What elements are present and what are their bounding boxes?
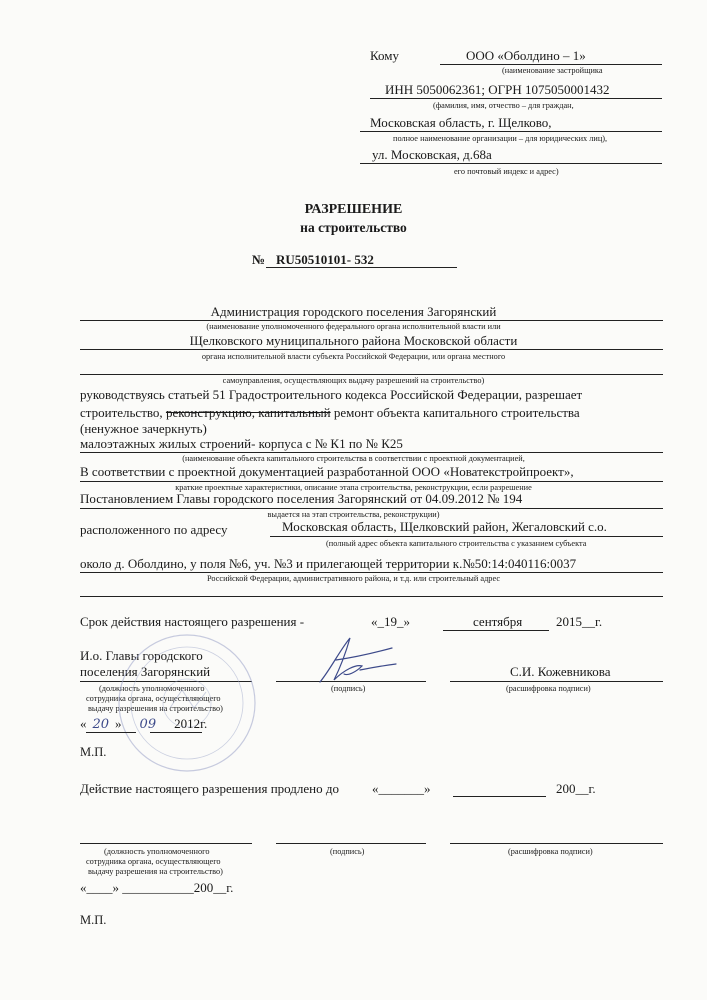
authority-underline2 [80,349,663,350]
company-name: ООО «Оболдино – 1» [466,48,586,63]
validity-label: Срок действия настоящего разрешения - [80,614,305,629]
validity-month: сентября [473,614,523,629]
sign-date-open: « [80,716,87,731]
address2: ул. Московская, д.68а [372,147,492,162]
project-text: В соответствии с проектной документацией разработанной ООО «Новатекстройпроект», [80,464,574,479]
ext-cap-position1: (должность уполномоченного [104,847,210,856]
sign-month-underline [150,732,202,733]
ext-stamp-place-mark: М.П. [80,913,107,927]
cap-position1: (должность уполномоченного [99,684,205,693]
object-name: малоэтажных жилых строений- корпуса с № К1 по № К25 [80,436,403,451]
sign-date-year: 2012г. [174,716,208,731]
name-underline [450,681,663,682]
blank-underline [80,596,663,597]
official-seal-stamp [112,628,262,778]
number-sign: № [252,252,266,267]
document-subtitle: на строительство [300,220,407,235]
authority-caption3: самоуправления, осуществляющих выдачу разрешений на строительство) [222,376,485,385]
address2-underline [360,163,662,164]
cap-signature: (подпись) [331,684,366,693]
address-underline [270,536,663,537]
address2-caption: его почтовый индекс и адрес) [454,167,559,176]
ext-name-underline [450,843,663,844]
address1-caption: полное наименование организации – для юридических лиц), [393,134,608,143]
company-underline [440,64,662,65]
address2-underline [80,572,663,573]
project-caption: краткие проектные характеристики, описание этапа строительства, реконструкции, если разрешение [175,483,532,492]
sign-date-month: 09 [139,717,157,732]
sign-date [80,716,207,732]
extension-month-underline [453,796,546,797]
handwritten-signature [300,630,410,690]
extension-year: 200__г. [556,781,596,796]
resolution-caption: выдается на этап строительства, реконструкции) [267,510,440,519]
sign-date-close: » [115,716,122,731]
extension-day: «_______» [372,781,431,796]
signer-name: С.И. Кожевникова [510,664,611,679]
ext-cap-position3: выдачу разрешения на строительство) [88,867,223,876]
cap-position3: выдачу разрешения на строительство) [88,704,223,713]
work-type-line [80,405,580,421]
extension-label: Действие настоящего разрешения продлено до [80,781,339,796]
to-label: Кому [370,48,400,63]
sign-day-underline [86,732,136,733]
validity-year: 2015__г. [556,614,603,629]
authority-underline3 [80,374,663,375]
object-underline [80,452,663,453]
permit-number: RU50510101- 532 [276,252,374,267]
authority-line2: Щелковского муниципального района Московской области [189,333,518,348]
inn-caption: (фамилия, имя, отчество – для граждан, [433,101,574,110]
authority-caption1: (наименование уполномоченного федерального органа исполнительной власти или [206,322,501,331]
address1: Московская область, г. Щелково, [370,115,552,130]
inn-line: ИНН 5050062361; ОГРН 1075050001432 [385,82,610,97]
work-struck: реконструкцию, капитальный [165,405,331,420]
resolution-text: Постановлением Главы городского поселения Загорянский от 04.09.2012 № 194 [80,491,523,506]
number-underline [266,267,457,268]
cap-position2: сотрудника органа, осуществляющего [86,694,221,703]
inn-underline [370,98,662,99]
sign-date-day: 20 [92,717,110,732]
authority-underline1 [80,320,663,321]
object-caption: (наименование объекта капитального строительства в соответствии с проектной документацией, [182,454,525,463]
company-caption: (наименование застройщика [502,66,603,75]
resolution-underline [80,508,663,509]
address-caption: (полный адрес объекта капитального строительства с указанием субъекта [326,539,587,548]
authority-line1: Администрация городского поселения Загорянский [210,304,497,319]
address1-underline [360,131,662,132]
guided-text: руководствуясь статьей 51 Градостроительного кодекса Российской Федерации, разрешает [80,387,583,402]
validity-day: «_19_» [371,614,410,629]
address2-caption: Российской Федерации, административного района, и т.д. или строительный адрес [206,574,501,583]
cross-out-note: (ненужное зачеркнуть) [80,421,207,436]
ext-signature-underline [276,843,426,844]
extension-date: «____» ___________200__г. [80,880,234,895]
located-label: расположенного по адресу [80,522,228,537]
ext-position-underline [80,843,252,844]
object-address2: около д. Оболдино, у поля №6, уч. №3 и прилегающей территории к.№50:14:040116:0037 [80,556,577,571]
authority-caption2: органа исполнительной власти субъекта Российской Федерации, или органа местного [201,352,506,361]
work-word: строительство, [80,405,163,420]
project-underline [80,481,663,482]
document-title: РАЗРЕШЕНИЕ [304,202,403,217]
ext-cap-signature: (подпись) [330,847,365,856]
work-rest: ремонт объекта капитального строительства [333,405,580,420]
signer-position2: поселения Загорянский [80,664,211,679]
ext-cap-name: (расшифровка подписи) [508,847,593,856]
stamp-place-mark: М.П. [80,745,107,759]
cap-name: (расшифровка подписи) [506,684,591,693]
object-address: Московская область, Щелковский район, Жегаловский с.о. [282,519,607,534]
signer-position1: И.о. Главы городского [80,648,203,663]
validity-month-underline [443,630,549,631]
ext-cap-position2: сотрудника органа, осуществляющего [86,857,221,866]
